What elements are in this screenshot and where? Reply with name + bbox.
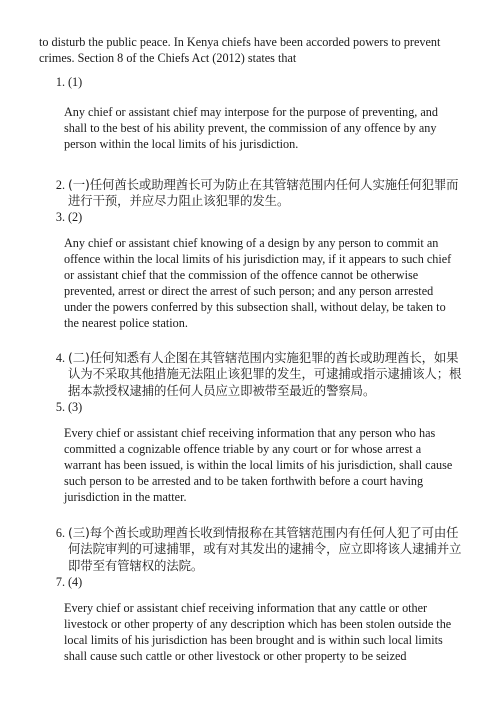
list-number: 7.	[55, 575, 65, 589]
list-number: 2.	[55, 178, 65, 192]
list-number: 1.	[55, 75, 65, 89]
section-1-text: Any chief or assistant chief may interpose for the purpose of preventing, and shall to the best of his ability prevent, the commission of any offence by any person within the local limits of his jurisdiction.	[64, 105, 438, 152]
list-number: 6.	[55, 526, 65, 540]
translation-1-text: (一)任何酋长或助理酋长可为防止在其管辖范围内任何人实施任何犯罪而进行干预，并应尽力阻止该犯罪的发生。	[68, 177, 459, 209]
translation-3-text: (三)每个酋长或助理酋长收到情报称在其管辖范围内有任何人犯了可由任何法院审判的可逮捕罪，或有对其发出的逮捕令，应立即将该人逮捕并立即带至有管辖权的法院。	[68, 525, 462, 573]
list-number: 5.	[55, 400, 65, 414]
section-3-text: Every chief or assistant chief receiving information that any person who has committed a cognizable offence triable by any court or for whose arrest a warrant has been issued, is within the local limits of his jurisdiction, shall cause such person to be arrested and to be taken forthwith before a court having jurisdiction in the matter.	[64, 426, 453, 505]
section-marker: (3)	[68, 400, 83, 414]
list-number: 3.	[55, 210, 65, 224]
section-2-text: Any chief or assistant chief knowing of a design by any person to commit an offence within the local limits of his jurisdiction may, if it appears to such chief or assistant chief that the commission of the offence cannot be otherwise prevented, arrest or direct the arrest of such person; and any person arrested under the powers conferred by this subsection shall, without delay, be taken to the nearest police station.	[64, 236, 452, 331]
translation-2-text: (二)任何知悉有人企图在其管辖范围内实施犯罪的酋长或助理酋长，如果认为不采取其他措施无法阻止该犯罪的发生，可逮捕或指示逮捕该人；根据本款授权逮捕的任何人员应立即被带至最近的警察局。	[68, 350, 462, 398]
section-4-text: Every chief or assistant chief receiving information that any cattle or other livestock or other property of any description which has been stolen outside the local limits of his jurisdiction has been brought and is within such local limits shall cause such cattle or other livestock or other property to be seized	[64, 601, 452, 664]
section-marker: (1)	[68, 75, 83, 89]
section-marker: (2)	[68, 210, 83, 224]
list-number: 4.	[55, 351, 65, 365]
section-marker: (4)	[68, 575, 83, 589]
intro-paragraph: to disturb the public peace. In Kenya chiefs have been accorded powers to prevent crimes. Section 8 of the Chiefs Act (2012) states that	[39, 35, 441, 65]
